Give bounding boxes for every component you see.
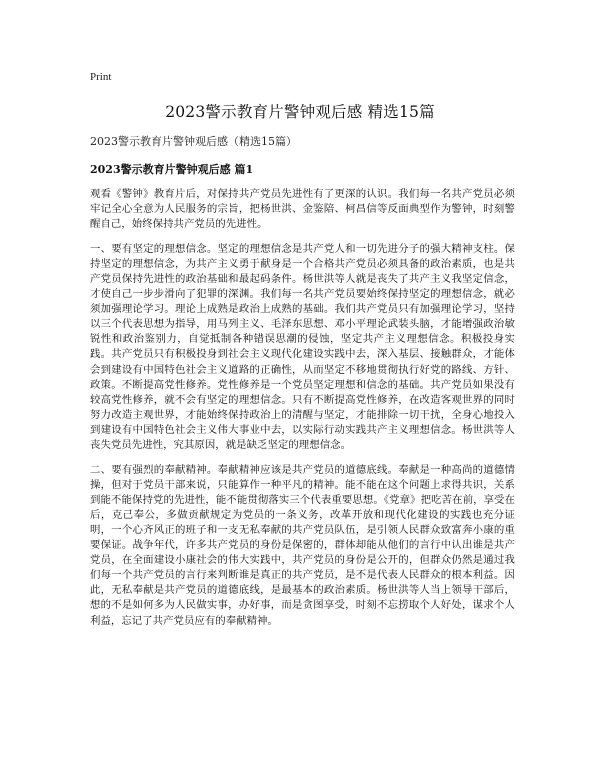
paragraph-intro: 观看《警钟》教育片后，对保持共产党员先进性有了更深的认识。我们每一名共产党员必须牢记全心全意为人民服务的宗旨，把杨世洪、金鉴陪、柯昌信等反面典型作为警钟，时刻警醒自己，始终保持共产党员的先进性。	[90, 188, 515, 231]
article-body	[90, 187, 515, 638]
print-link[interactable]: Print	[90, 71, 112, 83]
document-title: 2023警示教育片警钟观后感 精选15篇	[165, 103, 435, 121]
paragraph-dedication: 二、要有强烈的奉献精神。奉献精神应该是共产党员的道德底线。奉献是一种高尚的道德情操，但对于党员干部来说，只能算作一种平凡的精神。能不能在这个问题上求得共识，关系到能不能保持党的先进性，能不能贯彻落实三个代表重要思想。《党章》把吃苦在前，享受在后，克己奉公，多做贡献规定为党员的一条义务，改革开放和现代化建设的实践也充分证明，一个心齐风正的班子和一支无私奉献的共产党员队伍，是引领人民群众致富奔小康的重要保证。战争年代，许多共产党员的身份是保密的，群体却能从他们的言行中认出谁是共产党员，在全面建设小康社会的伟大实践中，共产党员的身份是公开的，但群众仍然是通过我们每一个共产党员的言行来判断谁是真正的共产党员，是不是代表人民群众的根本利益。因此，无私奉献是共产党员的道德底线，是最基本的政治素质。杨世洪等人当上领导干部后，想的不是如何多为人民做实事，办好事，而是贪图享受，时刻不忘捞取个人好处，谋求个人利益，忘记了共产党员应有的奉献精神。	[90, 463, 515, 627]
section-heading: 2023警示教育片警钟观后感 篇1	[90, 163, 254, 176]
paragraph-ideals: 一、要有坚定的理想信念。坚定的理想信念是共产党人和一切先进分子的强大精神支柱。保持坚定的理想信念，为共产主义勇于献身是一个合格共产党员必须具备的政治素质，也是共产党员保持先进性的政治基础和最起码条件。杨世洪等人就是丧失了共产主义我坚定信念，才使自己一步步滑向了犯罪的深渊。我们每一名共产党员要始终保持坚定的理想信念，就必须加强理论学习。理论上成熟是政治上成熟的基础。我们共产党员只有加强理论学习，坚持以三个代表思想为指导，用马列主义、毛泽东思想、邓小平理论武装头脑，才能增强政治敏锐性和政治鉴别力，自觉抵制各种错误思潮的侵蚀，坚定共产主义理想信念。积极投身实践。共产党员只有积极投身到社会主义现代化建设实践中去，深入基层、接触群众，才能体会到建设有中国特色社会主义道路的正确性，从而坚定不移地贯彻执行好党的路线、方针、政策。不断提高党性修养。党性修养是一个党员坚定理想和信念的基础。共产党员如果没有较高党性修养，就不会有坚定的理想信念。只有不断提高党性修养，在改造客观世界的同时努力改造主观世界，才能始终保持政治上的清醒与坚定，才能排除一切干扰，全身心地投入到建设有中国特色社会主义伟大事业中去，以实际行动实践共产主义理想信念。杨世洪等人丧失党员先进性，究其原因，就是缺乏坚定的理想信念。	[90, 242, 515, 451]
document-subtitle: 2023警示教育片警钟观后感（精选15篇）	[90, 135, 297, 148]
